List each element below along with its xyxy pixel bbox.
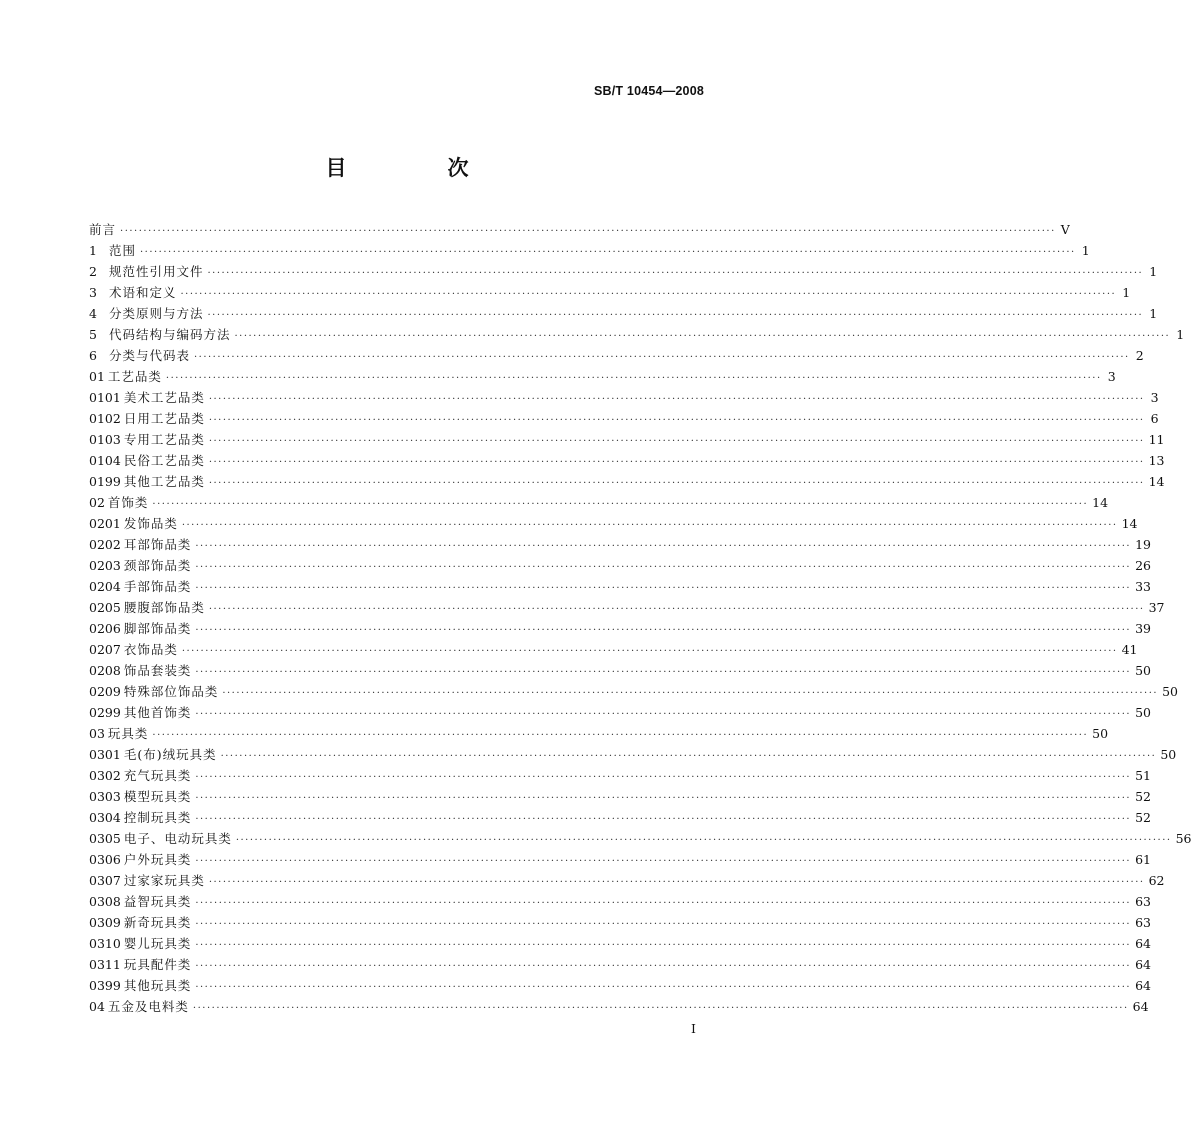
- toc-entry-number: 0308: [89, 894, 121, 909]
- dot-leader: ········································································································································································································: [195, 919, 1132, 930]
- toc-entry-label: 手部饰品类: [123, 579, 192, 594]
- toc-entry-label: 户外玩具类: [123, 852, 192, 867]
- toc-entry[interactable]: [89, 345, 1144, 366]
- toc-entry[interactable]: [89, 513, 1138, 534]
- toc-entry-page: 41: [1121, 642, 1138, 657]
- toc-entry-number: 0310: [89, 936, 121, 951]
- toc-entry-number: 0301: [89, 747, 121, 762]
- toc-entry[interactable]: [89, 870, 1165, 891]
- toc-entry-page: 64: [1132, 999, 1149, 1014]
- toc-entry[interactable]: [89, 471, 1165, 492]
- toc-entry-page: 11: [1148, 432, 1165, 447]
- toc-entry-number: 0311: [89, 957, 121, 972]
- toc-entry[interactable]: [89, 387, 1159, 408]
- toc-entry-number: 02: [89, 495, 105, 510]
- toc-entry[interactable]: [89, 744, 1177, 765]
- dot-leader: ········································································································································································································: [152, 730, 1089, 741]
- toc-entry-number: 0399: [89, 978, 121, 993]
- toc-entry-label: 婴儿玩具类: [123, 936, 192, 951]
- toc-entry-label: 美术工艺品类: [123, 390, 205, 405]
- toc-entry-number: 01: [89, 369, 105, 384]
- toc-entry-page: 14: [1092, 495, 1109, 510]
- toc-entry-number: 0204: [89, 579, 121, 594]
- toc-entry-label: 民俗工艺品类: [123, 453, 205, 468]
- toc-entry-number: 0201: [89, 516, 121, 531]
- toc-entry[interactable]: [89, 618, 1151, 639]
- dot-leader: ········································································································································································································: [139, 247, 1076, 258]
- toc-entry-number: 0307: [89, 873, 121, 888]
- toc-entry[interactable]: [89, 303, 1158, 324]
- page-number: I: [691, 1021, 696, 1036]
- toc-entry-number: 0309: [89, 915, 121, 930]
- toc-entry-label: 发饰品类: [123, 516, 178, 531]
- toc-entry-number: 04: [89, 999, 105, 1014]
- toc-entry[interactable]: [89, 723, 1109, 744]
- dot-leader: ········································································································································································································: [193, 352, 1130, 363]
- toc-entry-page: V: [1060, 222, 1070, 237]
- page-title: 目 次: [325, 156, 509, 180]
- dot-leader: ········································································································································································································: [195, 940, 1132, 951]
- toc-entry-label: 新奇玩具类: [123, 915, 192, 930]
- dot-leader: ········································································································································································································: [181, 520, 1118, 531]
- toc-entry[interactable]: [89, 219, 1070, 240]
- toc-entry[interactable]: [89, 765, 1151, 786]
- toc-entry-label: 其他玩具类: [123, 978, 192, 993]
- dot-leader: ········································································································································································································: [220, 751, 1157, 762]
- dot-leader: ········································································································································································································: [181, 646, 1118, 657]
- toc-entry-number: 0209: [89, 684, 121, 699]
- toc-entry-number: 0101: [89, 390, 121, 405]
- toc-entry-number: 5: [89, 327, 97, 342]
- dot-leader: ········································································································································································································: [195, 772, 1132, 783]
- toc-entry-label: 益智玩具类: [123, 894, 192, 909]
- toc-entry-label: 特殊部位饰品类: [123, 684, 219, 699]
- toc-entry[interactable]: [89, 681, 1178, 702]
- toc-entry-number: 4: [89, 306, 97, 321]
- toc-entry[interactable]: [89, 240, 1090, 261]
- dot-leader: ········································································································································································································: [195, 625, 1132, 636]
- dot-leader: ········································································································································································································: [222, 688, 1159, 699]
- toc-entry-page: 50: [1160, 747, 1177, 762]
- toc-entry[interactable]: [89, 996, 1149, 1017]
- toc-entry-number: 0206: [89, 621, 121, 636]
- toc-entry[interactable]: [89, 282, 1131, 303]
- toc-entry[interactable]: [89, 975, 1151, 996]
- toc-entry-page: 50: [1135, 705, 1151, 720]
- toc-entry-number: 0104: [89, 453, 121, 468]
- toc-entry-number: 0305: [89, 831, 121, 846]
- toc-entry[interactable]: [89, 828, 1191, 849]
- toc-entry-page: 33: [1135, 579, 1151, 594]
- toc-entry-label: 脚部饰品类: [123, 621, 192, 636]
- dot-leader: ········································································································································································································: [152, 499, 1089, 510]
- toc-entry-page: 39: [1135, 621, 1151, 636]
- toc-entry-label: 模型玩具类: [123, 789, 192, 804]
- toc-entry-label: 电子、电动玩具类: [123, 831, 232, 846]
- toc-entry-page: 62: [1148, 873, 1165, 888]
- toc-entry-number: 0205: [89, 600, 121, 615]
- toc-entry-page: 64: [1135, 957, 1151, 972]
- toc-entry-page: 63: [1135, 894, 1151, 909]
- toc-entry[interactable]: [89, 597, 1165, 618]
- dot-leader: ········································································································································································································: [195, 583, 1132, 594]
- dot-leader: ········································································································································································································: [120, 226, 1056, 237]
- dot-leader: ········································································································································································································: [195, 793, 1132, 804]
- toc-entry-page: 51: [1135, 768, 1151, 783]
- toc-entry[interactable]: [89, 786, 1151, 807]
- toc-entry[interactable]: [89, 954, 1151, 975]
- dot-leader: ········································································································································································································: [192, 1003, 1129, 1014]
- toc-entry-page: 6: [1150, 411, 1159, 426]
- toc-entry-number: 2: [89, 264, 97, 279]
- toc-entry[interactable]: [89, 429, 1165, 450]
- toc-entry-page: 64: [1135, 978, 1151, 993]
- toc-entry-page: 19: [1135, 537, 1151, 552]
- toc-entry-label: 分类与代码表: [108, 348, 190, 363]
- toc-entry-number: 0208: [89, 663, 121, 678]
- toc-entry[interactable]: [89, 261, 1158, 282]
- dot-leader: ········································································································································································································: [165, 373, 1102, 384]
- toc-entry-label: 毛(布)绒玩具类: [123, 747, 217, 762]
- toc-entry-page: 37: [1148, 600, 1165, 615]
- dot-leader: ········································································································································································································: [195, 667, 1132, 678]
- toc-entry-page: 50: [1162, 684, 1178, 699]
- toc-entry-label: 术语和定义: [108, 285, 177, 300]
- standard-code: SB/T 10454—2008: [593, 84, 704, 98]
- toc-entry-number: 0102: [89, 411, 121, 426]
- toc-entry[interactable]: [89, 366, 1116, 387]
- toc-entry-number: 0299: [89, 705, 121, 720]
- toc-entry-page: 3: [1107, 369, 1116, 384]
- toc-entry-page: 13: [1148, 453, 1165, 468]
- dot-leader: ········································································································································································································: [208, 436, 1145, 447]
- toc-entry-number: 0103: [89, 432, 121, 447]
- toc-entry-number: 0302: [89, 768, 121, 783]
- toc-entry-page: 14: [1121, 516, 1138, 531]
- toc-entry-page: 56: [1175, 831, 1191, 846]
- toc-entry[interactable]: [89, 933, 1151, 954]
- table-of-contents: [89, 219, 1191, 1017]
- toc-entry-label: 腰腹部饰品类: [123, 600, 205, 615]
- toc-entry-label: 玩具配件类: [123, 957, 192, 972]
- toc-entry-page: 50: [1135, 663, 1151, 678]
- toc-entry-label: 玩具类: [107, 726, 149, 741]
- toc-entry-label: 过家家玩具类: [123, 873, 205, 888]
- toc-entry[interactable]: [89, 555, 1151, 576]
- toc-entry-page: 1: [1149, 306, 1158, 321]
- toc-entry-page: 1: [1081, 243, 1090, 258]
- toc-entry-number: 1: [89, 243, 97, 258]
- dot-leader: ········································································································································································································: [195, 856, 1132, 867]
- toc-entry[interactable]: [89, 807, 1151, 828]
- toc-entry-label: 分类原则与方法: [108, 306, 204, 321]
- dot-leader: ········································································································································································································: [208, 457, 1145, 468]
- dot-leader: ········································································································································································································: [195, 709, 1132, 720]
- dot-leader: ········································································································································································································: [208, 604, 1145, 615]
- toc-entry-label: 范围: [108, 243, 136, 258]
- dot-leader: ········································································································································································································: [208, 478, 1145, 489]
- dot-leader: ········································································································································································································: [208, 877, 1145, 888]
- toc-entry[interactable]: [89, 912, 1151, 933]
- toc-entry-page: 26: [1135, 558, 1151, 573]
- toc-entry-page: 64: [1135, 936, 1151, 951]
- dot-leader: ········································································································································································································: [235, 835, 1172, 846]
- toc-entry-label: 控制玩具类: [123, 810, 192, 825]
- toc-entry-page: 63: [1135, 915, 1151, 930]
- toc-entry-page: 14: [1148, 474, 1165, 489]
- toc-entry-page: 61: [1135, 852, 1151, 867]
- toc-entry[interactable]: [89, 639, 1138, 660]
- toc-entry[interactable]: [89, 534, 1151, 555]
- toc-entry-label: 耳部饰品类: [123, 537, 192, 552]
- toc-entry-label: 首饰类: [107, 495, 149, 510]
- toc-entry-page: 1: [1176, 327, 1185, 342]
- toc-entry-label: 前言: [89, 222, 117, 237]
- toc-entry[interactable]: [89, 492, 1109, 513]
- toc-entry-number: 0202: [89, 537, 121, 552]
- toc-entry-label: 其他工艺品类: [123, 474, 205, 489]
- toc-entry[interactable]: [89, 324, 1185, 345]
- toc-entry[interactable]: [89, 702, 1151, 723]
- toc-entry-label: 五金及电料类: [107, 999, 189, 1014]
- toc-entry-number: 0306: [89, 852, 121, 867]
- toc-entry-label: 代码结构与编码方法: [108, 327, 231, 342]
- toc-entry-page: 52: [1135, 810, 1151, 825]
- dot-leader: ········································································································································································································: [195, 814, 1132, 825]
- toc-entry-page: 2: [1135, 348, 1144, 363]
- toc-entry-number: 03: [89, 726, 105, 741]
- toc-entry-label: 规范性引用文件: [108, 264, 204, 279]
- toc-entry[interactable]: [89, 408, 1159, 429]
- toc-entry-label: 工艺品类: [107, 369, 162, 384]
- toc-entry[interactable]: [89, 576, 1151, 597]
- toc-entry-label: 衣饰品类: [123, 642, 178, 657]
- dot-leader: ········································································································································································································: [195, 562, 1132, 573]
- dot-leader: ········································································································································································································: [207, 268, 1144, 279]
- toc-entry-label: 充气玩具类: [123, 768, 192, 783]
- toc-entry-label: 其他首饰类: [123, 705, 192, 720]
- toc-entry-label: 日用工艺品类: [123, 411, 205, 426]
- toc-entry-label: 颈部饰品类: [123, 558, 192, 573]
- dot-leader: ········································································································································································································: [195, 982, 1132, 993]
- dot-leader: ········································································································································································································: [207, 310, 1144, 321]
- dot-leader: ········································································································································································································: [208, 394, 1145, 405]
- dot-leader: ········································································································································································································: [195, 898, 1132, 909]
- toc-entry-page: 52: [1135, 789, 1151, 804]
- toc-entry[interactable]: [89, 660, 1151, 681]
- dot-leader: ········································································································································································································: [195, 961, 1132, 972]
- toc-entry-page: 1: [1149, 264, 1158, 279]
- toc-entry-page: 1: [1122, 285, 1131, 300]
- toc-entry-number: 0203: [89, 558, 121, 573]
- toc-entry[interactable]: [89, 849, 1151, 870]
- toc-entry-page: 3: [1150, 390, 1159, 405]
- toc-entry[interactable]: [89, 891, 1151, 912]
- toc-entry-number: 6: [89, 348, 97, 363]
- dot-leader: ········································································································································································································: [234, 331, 1171, 342]
- dot-leader: ········································································································································································································: [208, 415, 1145, 426]
- toc-entry[interactable]: [89, 450, 1165, 471]
- toc-entry-number: 3: [89, 285, 97, 300]
- toc-entry-label: 饰品套装类: [123, 663, 192, 678]
- toc-entry-number: 0199: [89, 474, 121, 489]
- toc-entry-number: 0207: [89, 642, 121, 657]
- toc-entry-number: 0304: [89, 810, 121, 825]
- toc-entry-number: 0303: [89, 789, 121, 804]
- toc-entry-label: 专用工艺品类: [123, 432, 205, 447]
- dot-leader: ········································································································································································································: [180, 289, 1117, 300]
- toc-entry-page: 50: [1092, 726, 1109, 741]
- dot-leader: ········································································································································································································: [195, 541, 1132, 552]
